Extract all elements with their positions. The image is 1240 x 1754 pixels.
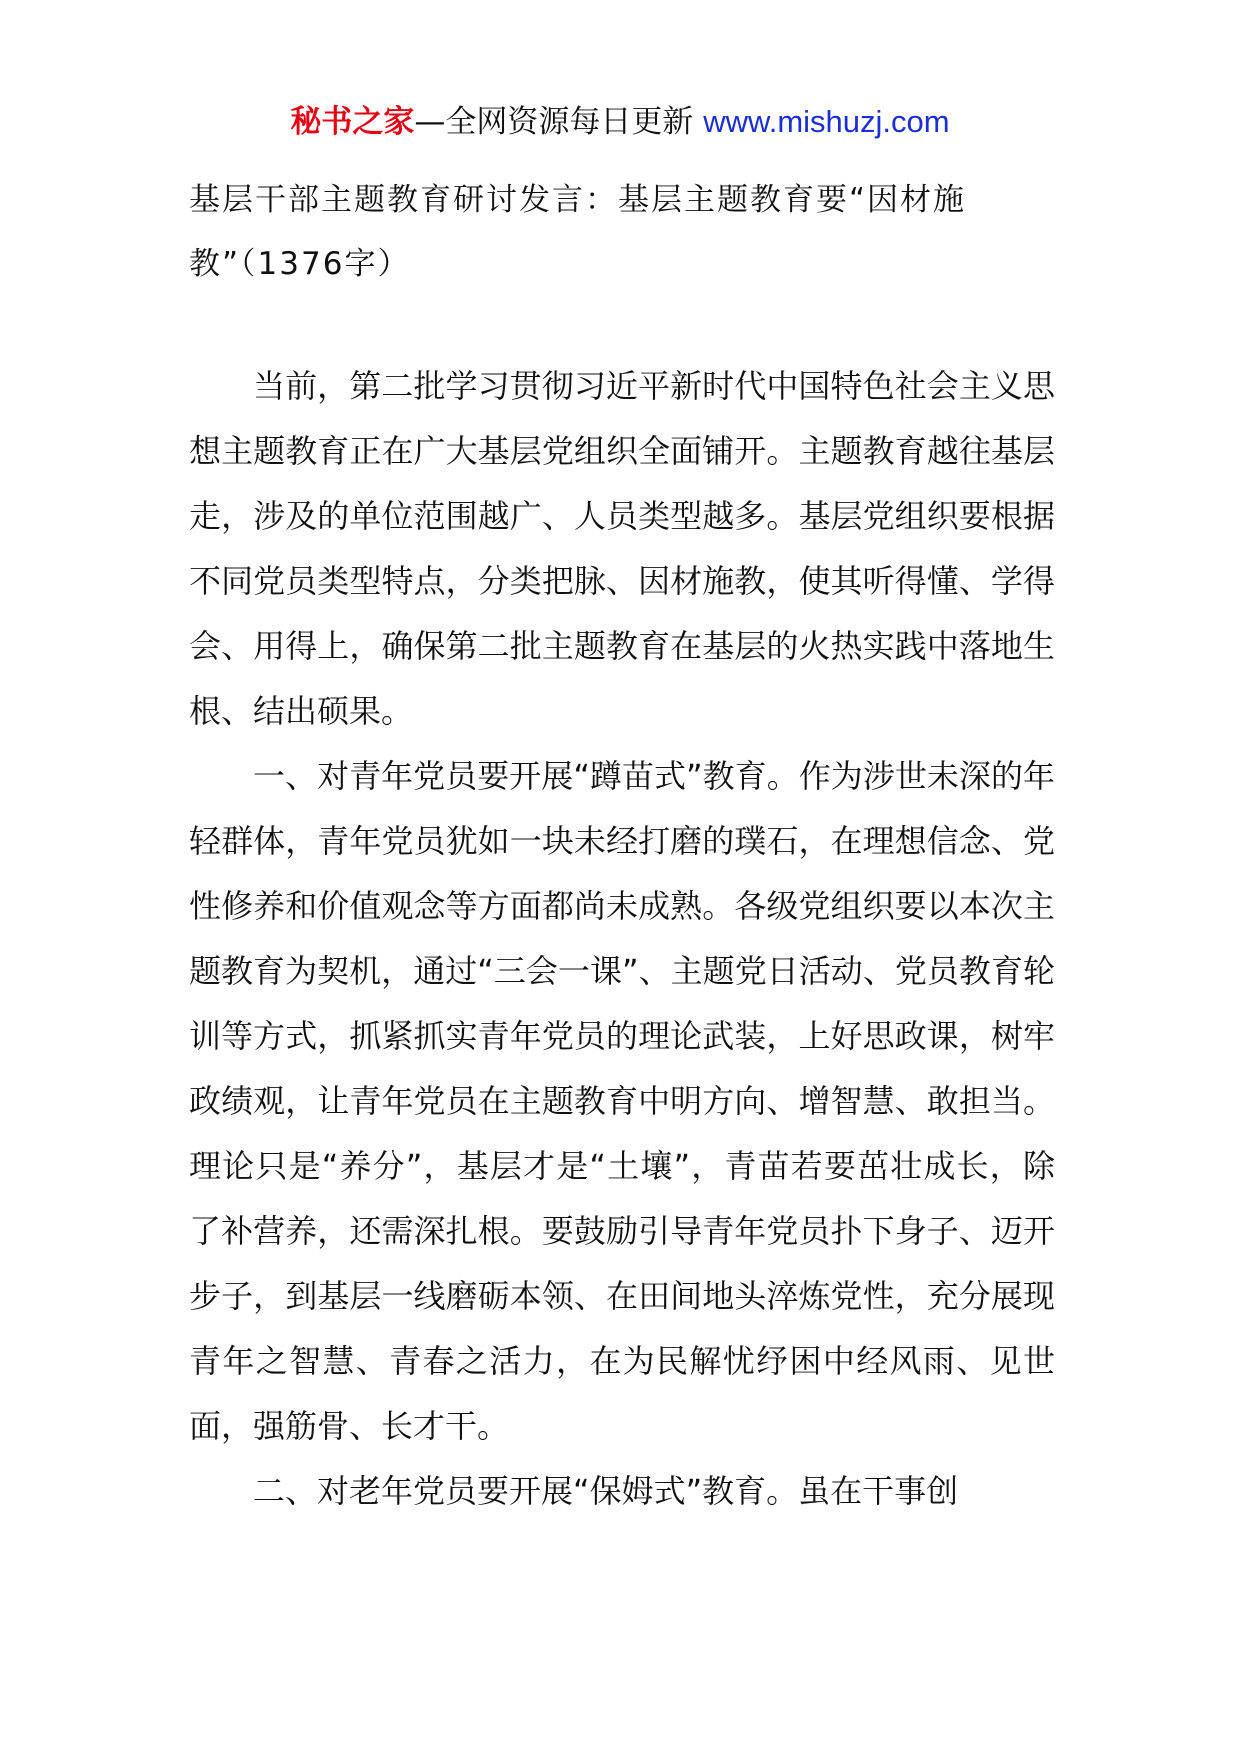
document-body [189, 354, 1055, 1524]
body-paragraph-intro: 当前，第二批学习贯彻习近平新时代中国特色社会主义思想主题教育正在广大基层党组织全面铺开。主题教育越往基层走，涉及的单位范围越广、人员类型越多。基层党组织要根据不同党员类型特点，分类把脉、因材施教，使其听得懂、学得会、用得上，确保第二批主题教育在基层的火热实践中落地生根、结出硕果。 [189, 367, 1055, 730]
site-slogan: —全网资源每日更新 [414, 104, 704, 140]
site-header [0, 100, 1240, 144]
body-paragraph-elderly: 二、对老年党员要开展“保姆式”教育。虽在干事创 [253, 1472, 959, 1510]
site-brand: 秘书之家 [290, 104, 415, 140]
site-url-link[interactable]: www.mishuzj.com [703, 104, 950, 139]
body-paragraph-youth: 一、对青年党员要开展“蹲苗式”教育。作为涉世未深的年轻群体，青年党员犹如一块未经打磨的璞石，在理想信念、党性修养和价值观念等方面都尚未成熟。各级党组织要以本次主题教育为契机，通过“三会一课”、主题党日活动、党员教育轮训等方式，抓紧抓实青年党员的理论武装，上好思政课，树牢政绩观，让青年党员在主题教育中明方向、增智慧、敢担当。理论只是“养分”，基层才是“土壤”，青苗若要茁壮成长，除了补营养，还需深扎根。要鼓励引导青年党员扑下身子、迈开步子，到基层一线磨砺本领、在田间地头淬炼党性，充分展现青年之智慧、青春之活力，在为民解忧纾困中经风雨、见世面，强筋骨、长才干。 [189, 757, 1055, 1445]
document-title: 基层干部主题教育研讨发言：基层主题教育要“因材施教”（1376字） [189, 182, 967, 282]
